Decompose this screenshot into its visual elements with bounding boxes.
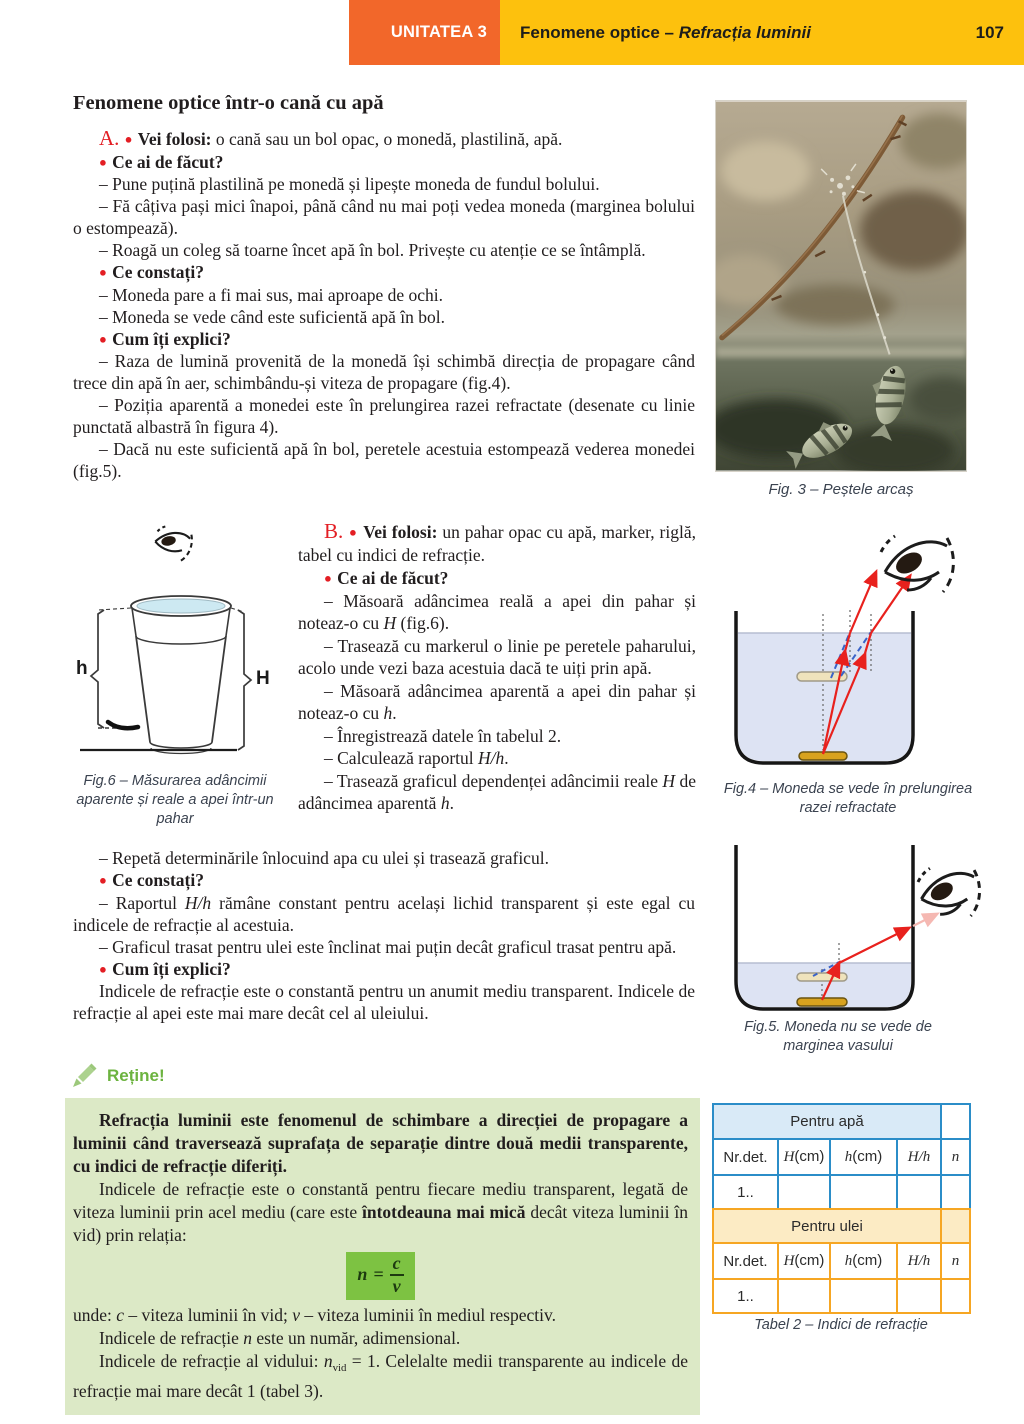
paragraph: – Fă câțiva pași mici înapoi, până când nu mai poți vedea moneda (marginea bolului o estompează). [73, 196, 695, 238]
paragraph: – Raportul H/h rămâne constant pentru același lichid transparent și este egal cu indicele de refracție al acestuia. [73, 892, 695, 935]
paragraph: – Raza de lumină provenită de la monedă își schimbă direcția de propagare când trece din apă în aer, schimbându-și viteza de propagare (fig.4). [73, 351, 695, 393]
paragraph: – Repetă determinările înlocuind apa cu ulei și trasează graficul. [99, 848, 549, 868]
blocked-ray [913, 914, 937, 926]
eye-icon [151, 524, 195, 562]
paragraph: – Roagă un coleg să toarne încet apă în bol. Privește cu atenție ce se întâmplă. [99, 240, 646, 260]
table-oil [712, 1208, 971, 1314]
fig4-caption: Fig.4 – Moneda se vede în prelungirea razei refractate [723, 781, 973, 816]
empty-cell [897, 1175, 941, 1209]
water-surface [716, 348, 966, 358]
paragraph: – Moneda se vede când este suficientă apă în bol. [99, 306, 445, 327]
empty-cell [778, 1279, 830, 1313]
table2 [712, 1103, 971, 1314]
paragraph: – Trasează graficul dependenței adâncimii reale H de adâncimea aparentă h. [298, 770, 696, 813]
article-title: Fenomene optice într-o cană cu apă [73, 92, 384, 114]
fig6-caption: Fig.6 – Măsurarea adâncimii aparente și reale a apei într-un pahar [76, 773, 274, 827]
definition-box [65, 1098, 700, 1415]
paragraph: – Înregistrează datele în tabelul 2. [324, 725, 562, 746]
section-c [73, 847, 695, 1024]
empty-cell [941, 1104, 970, 1139]
empty-cell [778, 1175, 830, 1209]
col-header: n [941, 1243, 970, 1279]
paragraph: – Măsoară adâncimea aparentă a apei din pahar și noteaz-o cu h. [298, 680, 696, 723]
col-header: h(cm) [830, 1243, 897, 1279]
col-header: H(cm) [778, 1139, 830, 1175]
paragraph: Indicele de refracție este o constantă pentru un anumit mediu transparent. Indicele de refracție al apei este mai mare decât cel al uleiului. [73, 981, 695, 1023]
fig6-cup-diagram [68, 524, 298, 770]
pencil-icon [70, 1062, 98, 1090]
empty-cell [941, 1175, 970, 1209]
col-header: Nr.det. [713, 1243, 778, 1279]
table2-caption: Tabel 2 – Indici de refracție [754, 1317, 928, 1333]
paragraph: – Moneda pare a fi mai sus, mai aproape de ochi. [99, 284, 444, 305]
paragraph: ● Ce constați? [99, 262, 204, 282]
fig5-blocked-view-diagram [713, 843, 1013, 1015]
paragraph: Indicele de refracție este o constantă pentru fiecare mediu transparent, legată de viteza luminii prin acel mediu (care este întotdeauna mai mică decât viteza luminii în vid) prin relația: [73, 1179, 688, 1245]
empty-cell [941, 1209, 970, 1243]
row-label: 1.. [713, 1175, 778, 1209]
chapter-title: Fenomene optice – Refracția luminii [520, 22, 811, 42]
retine-label: Reține! [107, 1066, 165, 1085]
fig3-archer-fish-photo [715, 100, 967, 472]
unit-label: UNITATEA 3 [390, 23, 487, 41]
paragraph: ● Cum îți explici? [99, 958, 231, 979]
col-header: H/h [897, 1243, 941, 1279]
col-header: n [941, 1139, 970, 1175]
marker-mark [108, 722, 138, 728]
paragraph: B. ● Vei folosi: un pahar opac cu apă, marker, riglă, tabel cu indici de refracție. [298, 519, 696, 565]
paragraph: A. ● Vei folosi: o cană sau un bol opac, o monedă, plastilină, apă. [99, 126, 563, 150]
page-number: 107 [975, 22, 1004, 42]
paragraph: ● Cum îți explici? [99, 328, 231, 349]
paragraph: – Trasează cu markerul o linie pe peretele paharului, acolo unde vezi baza acestuia dacă te uiți prin apă. [298, 635, 696, 678]
eye-icon [881, 536, 953, 592]
paragraph: – Măsoară adâncimea reală a apei din pahar și noteaz-o cu H (fig.6). [298, 590, 696, 633]
table-water [712, 1103, 971, 1210]
apparent-coin [797, 973, 847, 981]
eye-icon [918, 868, 980, 916]
col-header: h(cm) [830, 1139, 897, 1175]
paragraph: – Pune puțină plastilină pe monedă și lipește moneda de fundul bolului. [99, 174, 600, 194]
paragraph: Indicele de refracție al vidului: $n_{vid} = 1$. Celelalte medii transparente au indicele de refracție mai mare decât 1 (tabel 3). [73, 1350, 688, 1401]
empty-cell [830, 1279, 897, 1313]
paragraph: ● Ce ai de făcut? [99, 151, 224, 172]
empty-cell [830, 1175, 897, 1209]
empty-cell [897, 1279, 941, 1313]
row-label: 1.. [713, 1279, 778, 1313]
retine-heading [70, 1062, 165, 1090]
definition-text: Refracția luminii este fenomenul de schimbare a direcției de propagare a luminii când traversează suprafața de separație dintre două medii transparente, cu indici de refracție diferiți. [73, 1110, 688, 1176]
formula-numerator: c [390, 1254, 404, 1276]
table-oil-title: Pentru ulei [713, 1209, 941, 1243]
paragraph: ● Ce constați? [99, 870, 204, 890]
section-b [298, 521, 696, 815]
formula-denominator: v [392, 1275, 401, 1296]
col-header: Nr.det. [713, 1139, 778, 1175]
formula-fraction [390, 1254, 404, 1296]
paragraph: – Graficul trasat pentru ulei este înclinat mai puțin decât graficul trasat pentru apă. [99, 936, 677, 957]
col-header: H(cm) [778, 1243, 830, 1279]
h-bracket [91, 610, 104, 728]
fig3-caption: Fig. 3 – Peștele arcaș [768, 481, 914, 498]
empty-cell [941, 1279, 970, 1313]
paragraph: – Calculează raportul H/h. [324, 748, 509, 768]
fig6-apparent-depth-label: h [76, 658, 88, 679]
fig4-refraction-diagram [713, 526, 1010, 776]
section-a [73, 128, 695, 482]
H-bracket [238, 610, 251, 750]
formula-equals: = [373, 1264, 384, 1285]
fig6-real-depth-label: H [256, 668, 270, 689]
table-water-title: Pentru apă [713, 1104, 941, 1139]
refraction-formula [346, 1252, 414, 1300]
col-header: H/h [897, 1139, 941, 1175]
paragraph: unde: c – viteza luminii în vid; v – viteza luminii în mediul respectiv. [73, 1304, 556, 1325]
paragraph: Indicele de refracție n este un număr, adimensional. [99, 1327, 461, 1348]
paragraph: – Dacă nu este suficientă apă în bol, peretele acestuia estompează vederea monedei (fig.5). [73, 439, 695, 481]
paragraph: ● Ce ai de făcut? [324, 567, 449, 588]
paragraph: – Poziția aparentă a monedei este în prelungirea razei refractate (desenate cu linie punctată albastră în figura 4). [73, 395, 695, 437]
chapter-header-bar [500, 0, 1024, 65]
fig5-caption: Fig.5. Moneda nu se vede de marginea vasului [744, 1019, 932, 1054]
unit-badge [349, 0, 500, 65]
formula-lhs: n [357, 1264, 368, 1285]
